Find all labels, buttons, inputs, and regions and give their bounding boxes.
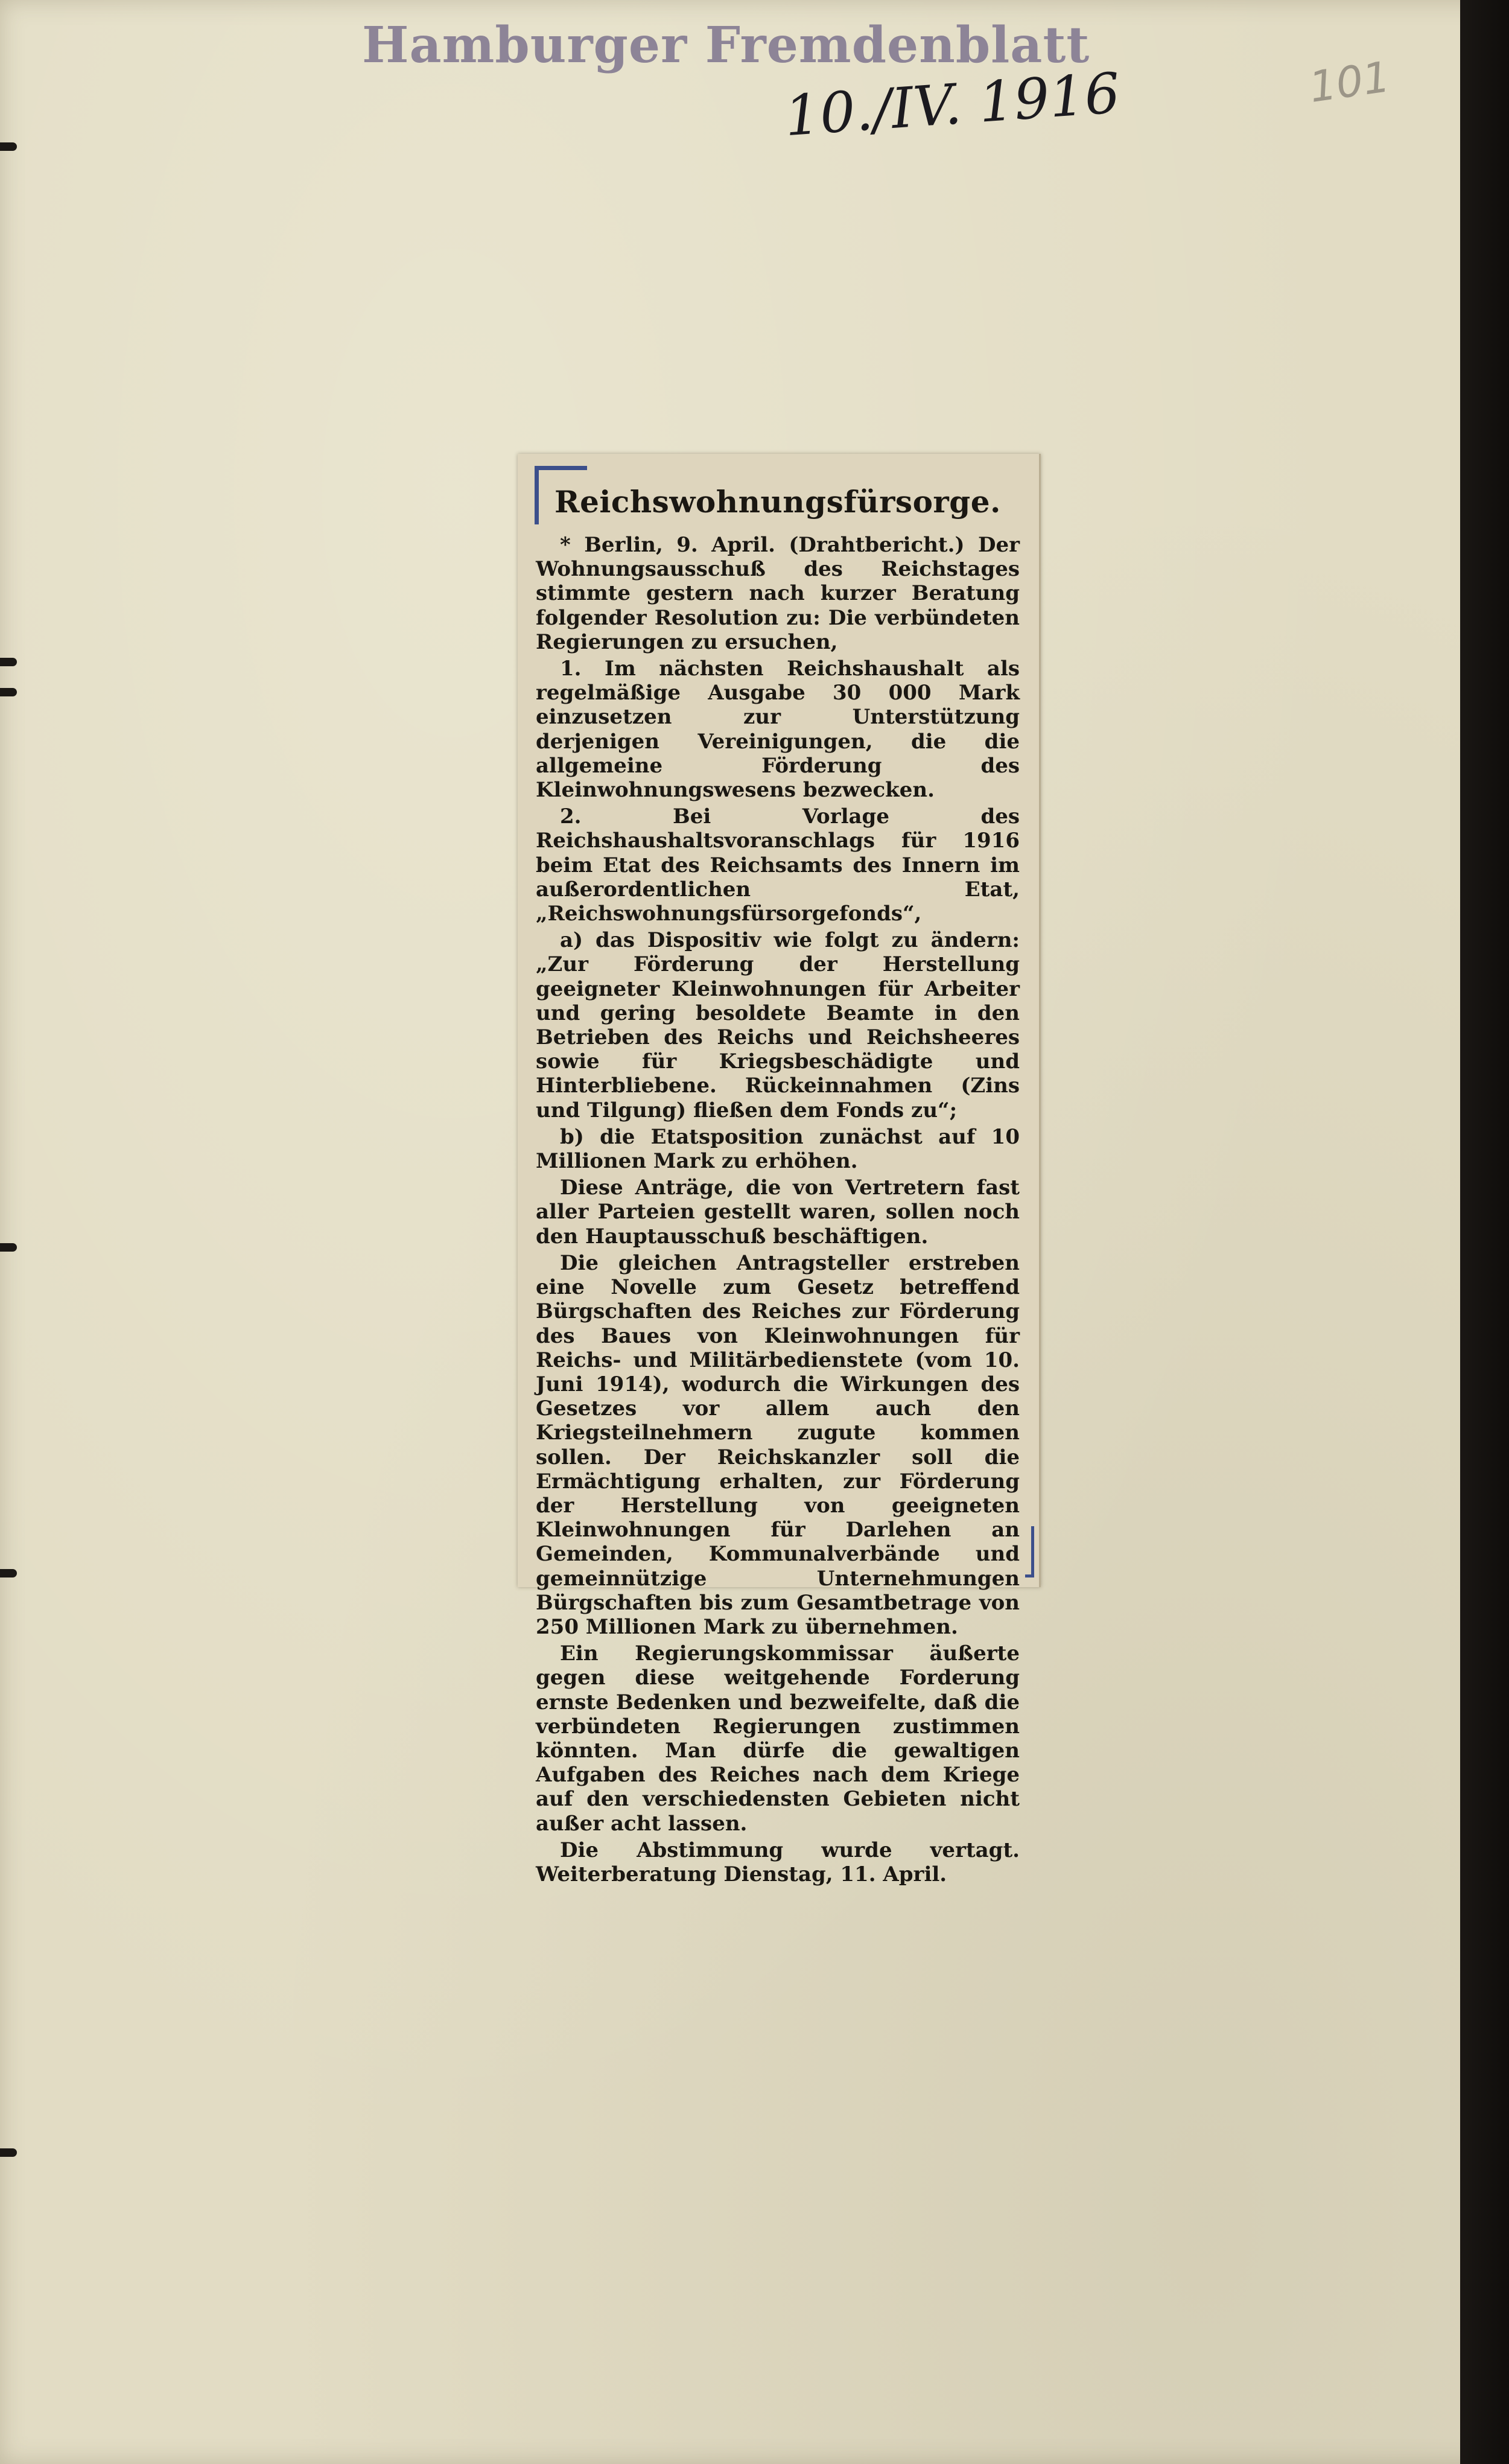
newspaper-clipping	[518, 454, 1041, 1886]
binding-hole	[0, 2148, 17, 2157]
scan-background-edge	[1460, 0, 1509, 2464]
binding-hole	[0, 1243, 17, 1252]
article-paragraph: 1. Im nächsten Reichshaushalt als regelmäßige Ausgabe 30 000 Mark einzusetzen zur Unterstützung derjenigen Vereinigungen, die die allgemeine Förderung des Kleinwohnungswesens bezwecken.	[536, 657, 1020, 803]
article-paragraph: Die gleichen Antragsteller erstreben eine Novelle zum Gesetz betreffend Bürgschaften des Reiches zur Förderung des Baues von Kleinwohnungen für Reichs- und Militärbedienstete (vom 10. Juni 1914), wodurch die Wirkungen des Gesetzes vor allem auch den Kriegsteilnehmern zugute kommen sollen. Der Reichskanzler soll die Ermächtigung erhalten, zur Förderung der Herstellung von geeigneten Kleinwohnungen für Darlehen an Gemeinden, Kommunalverbände und gemeinnützige Unternehmungen Bürgschaften bis zum Gesamtbetrage von 250 Millionen Mark zu übernehmen.	[536, 1250, 1020, 1639]
article-paragraph: Die Abstimmung wurde vertagt. Weiterberatung Dienstag, 11. April.	[536, 1838, 1020, 1886]
binding-hole	[0, 688, 17, 696]
article-paragraph: 2. Bei Vorlage des Reichshaushaltsvoranschlags für 1916 beim Etat des Reichsamts des Innern im außerordentlichen Etat, „Reichswohnungsfürsorgefonds“,	[536, 804, 1020, 926]
blue-pencil-mark	[535, 466, 587, 524]
folio-number: 101	[1306, 52, 1393, 112]
handwritten-date: 10./IV. 1916	[782, 60, 1122, 149]
newspaper-name-stamp: Hamburger Fremdenblatt	[362, 16, 1090, 74]
article-headline: Reichswohnungsfürsorge.	[554, 484, 1001, 520]
article-paragraph: Ein Regierungskommissar äußerte gegen diese weitgehende Forderung ernste Bedenken und bezweifelte, daß die verbündeten Regierungen zustimmen könnten. Man dürfe die gewaltigen Aufgaben des Reiches nach dem Kriege auf den verschiedensten Gebieten nicht außer acht lassen.	[536, 1641, 1020, 1836]
article-paragraph: a) das Dispositiv wie folgt zu ändern: „Zur Förderung der Herstellung geeigneter Kleinwohnungen für Arbeiter und gering besoldete Beamte in den Betrieben des Reichs und Reichsheeres sowie für Kriegsbeschädigte und Hinterbliebene. Rückeinnahmen (Zins und Tilgung) fließen dem Fonds zu“;	[536, 928, 1020, 1122]
article-paragraph: Diese Anträge, die von Vertretern fast aller Parteien gestellt waren, sollen noch den Hauptausschuß beschäftigen.	[536, 1176, 1020, 1249]
binding-hole	[0, 1569, 17, 1577]
binding-hole	[0, 142, 17, 151]
binding-hole	[0, 658, 17, 666]
article-paragraph: b) die Etatsposition zunächst auf 10 Millionen Mark zu erhöhen.	[536, 1124, 1020, 1174]
blue-pencil-mark	[1025, 1526, 1034, 1577]
article-paragraph: * Berlin, 9. April. (Drahtbericht.) Der Wohnungsausschuß des Reichstages stimmte gestern nach kurzer Beratung folgender Resolution zu: Die verbündeten Regierungen zu ersuchen,	[536, 533, 1020, 654]
